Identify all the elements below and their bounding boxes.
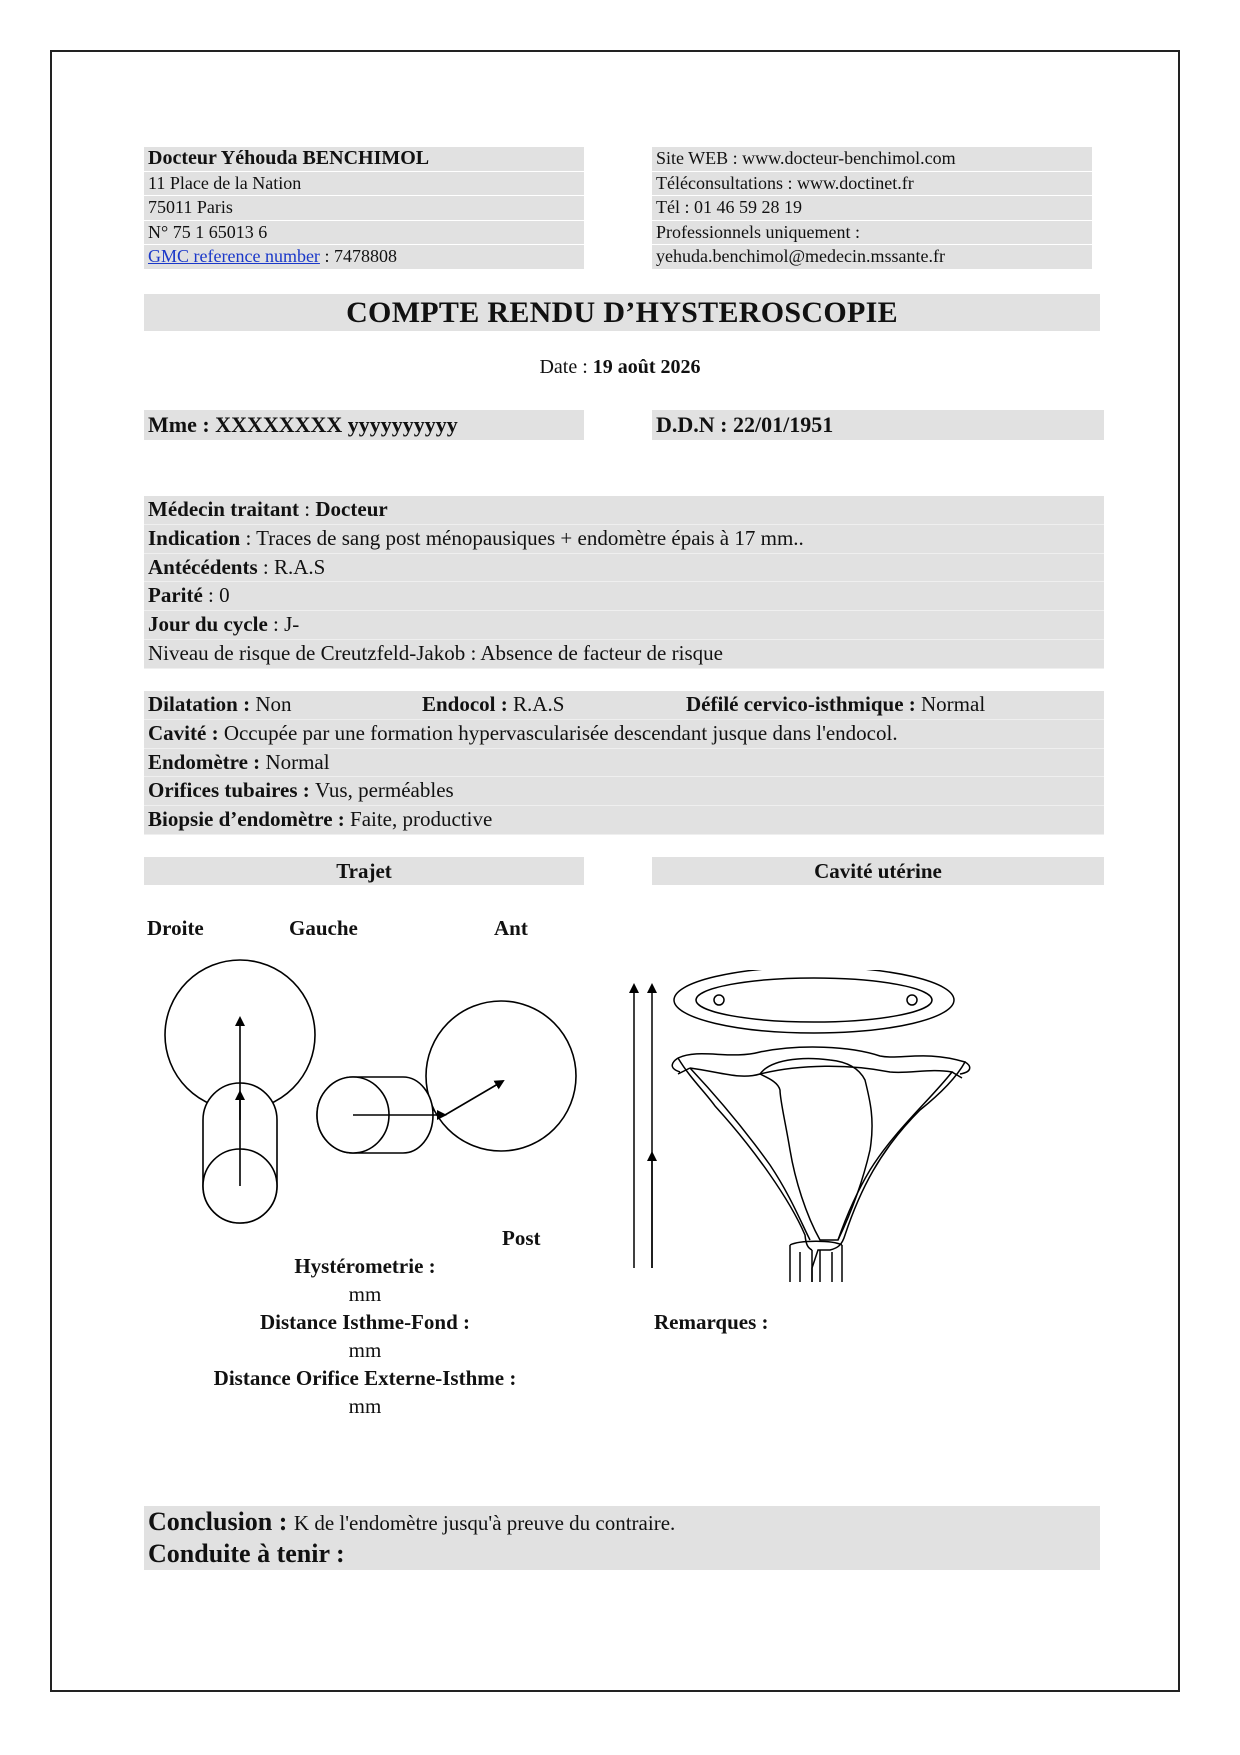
exam-block — [144, 691, 1104, 835]
cavite-uterine-diagram — [620, 970, 980, 1290]
biopsie-value: Faite, productive — [350, 807, 493, 832]
doctor-gmc-line — [144, 245, 584, 270]
isthme-fond-unit: mm — [348, 1338, 382, 1362]
fundus-inner-ellipse — [696, 978, 932, 1022]
risque-row: Niveau de risque de Creutzfeld-Jakob : Absence de facteur de risque — [144, 640, 1104, 669]
endometre-value: Normal — [265, 749, 330, 774]
indication-row — [144, 525, 1104, 554]
uterus-tube-right — [952, 1062, 970, 1078]
orifices-row — [144, 777, 1104, 806]
uterine-cavity — [760, 1059, 872, 1240]
ostium-right — [907, 995, 917, 1005]
contact-web: Site WEB : www.docteur-benchimol.com — [652, 147, 1092, 172]
dilatation-value: Non — [255, 692, 292, 716]
defile-value: Normal — [921, 692, 986, 716]
clinical-info-block — [144, 496, 1104, 669]
defile-label: Défilé cervico-isthmique : — [686, 692, 922, 716]
contact-email: yehuda.benchimol@medecin.mssante.fr — [652, 245, 1092, 270]
antecedents-label: Antécédents — [148, 554, 258, 579]
orifice-isthme-unit: mm — [348, 1394, 382, 1418]
remarques-label: Remarques : — [654, 1310, 769, 1334]
doctor-block — [144, 147, 584, 270]
contact-pro: Professionnels uniquement : — [652, 221, 1092, 246]
uterus-outer-wall — [678, 1047, 965, 1282]
date-label: Date : — [539, 356, 593, 378]
orifices-label: Orifices tubaires : — [148, 778, 315, 803]
date-value: 19 août 2026 — [592, 356, 701, 378]
conclusion-label: Conclusion : — [148, 1507, 294, 1536]
doctor-rpps: N° 75 1 65013 6 — [144, 221, 584, 246]
trajet-header: Trajet — [144, 857, 584, 885]
medecin-value: Docteur — [315, 497, 388, 521]
ostium-left — [714, 995, 724, 1005]
cavite-value: Occupée par une formation hypervascularisée descendant jusque dans l'endocol. — [223, 720, 898, 745]
label-gauche: Gauche — [289, 916, 358, 940]
conduite-label: Conduite à tenir : — [148, 1539, 345, 1568]
conclusion-value: K de l'endomètre jusqu'à preuve du contraire. — [293, 1511, 676, 1535]
gmc-reference-link[interactable]: GMC reference number — [148, 246, 320, 266]
medecin-sep: : — [299, 497, 316, 521]
endometre-label: Endomètre : — [148, 749, 266, 774]
medecin-label: Médecin traitant — [148, 497, 300, 521]
patient-name: Mme : XXXXXXXX yyyyyyyyyy — [144, 410, 584, 440]
hysterometrie-label: Hystérometrie : — [294, 1254, 436, 1278]
jour-value: : J- — [267, 612, 300, 637]
trajet-diagram — [150, 950, 590, 1240]
doctor-address-line2: 75011 Paris — [144, 196, 584, 221]
fundus-outer-ellipse — [674, 970, 954, 1033]
report-date — [0, 356, 1240, 379]
endometre-row — [144, 749, 1104, 778]
cervix-canal — [790, 1241, 842, 1282]
indication-value: : Traces de sang post ménopausiques + endomètre épais à 17 mm.. — [240, 525, 804, 550]
label-post: Post — [502, 1226, 541, 1250]
trajet-circle-large-right — [426, 1001, 576, 1151]
endocol-value: R.A.S — [513, 692, 565, 716]
cavite-uterine-header: Cavité utérine — [652, 857, 1104, 885]
antecedents-value: : R.A.S — [257, 554, 326, 579]
uterus-inner-wall — [690, 1066, 952, 1240]
jour-cycle-row — [144, 611, 1104, 640]
gmc-value: : 7478808 — [319, 246, 397, 266]
isthme-fond-label: Distance Isthme-Fond : — [260, 1310, 470, 1334]
jour-label: Jour du cycle — [148, 612, 268, 637]
doctor-name: Docteur Yéhouda BENCHIMOL — [144, 147, 584, 172]
parite-label: Parité — [148, 583, 203, 608]
orifice-isthme-label: Distance Orifice Externe-Isthme : — [213, 1366, 517, 1390]
parite-value: : 0 — [202, 583, 230, 608]
cavite-label: Cavité : — [148, 720, 224, 745]
orifices-value: Vus, perméables — [315, 778, 454, 803]
label-ant: Ant — [494, 916, 528, 940]
conduite-row — [144, 1538, 1100, 1570]
endocol-label: Endocol : — [422, 692, 514, 716]
medecin-traitant-row — [144, 496, 1104, 525]
doctor-address-line1: 11 Place de la Nation — [144, 172, 584, 197]
hysterometrie-unit: mm — [348, 1282, 382, 1306]
conclusion-row — [144, 1506, 1100, 1538]
patient-ddn: D.D.N : 22/01/1951 — [652, 410, 1104, 440]
label-droite: Droite — [147, 916, 204, 940]
cavite-row — [144, 720, 1104, 749]
contact-phone: Tél : 01 46 59 28 19 — [652, 196, 1092, 221]
parite-row — [144, 582, 1104, 611]
report-title: COMPTE RENDU D’HYSTEROSCOPIE — [144, 294, 1100, 331]
dilatation-row — [144, 691, 1104, 720]
antecedents-row — [144, 554, 1104, 583]
contact-block — [652, 147, 1092, 270]
indication-label: Indication — [148, 525, 241, 550]
biopsie-row — [144, 806, 1104, 835]
contact-teleconsult: Téléconsultations : www.doctinet.fr — [652, 172, 1092, 197]
dilatation-label: Dilatation : — [148, 692, 256, 716]
biopsie-label: Biopsie d’endomètre : — [148, 807, 351, 832]
